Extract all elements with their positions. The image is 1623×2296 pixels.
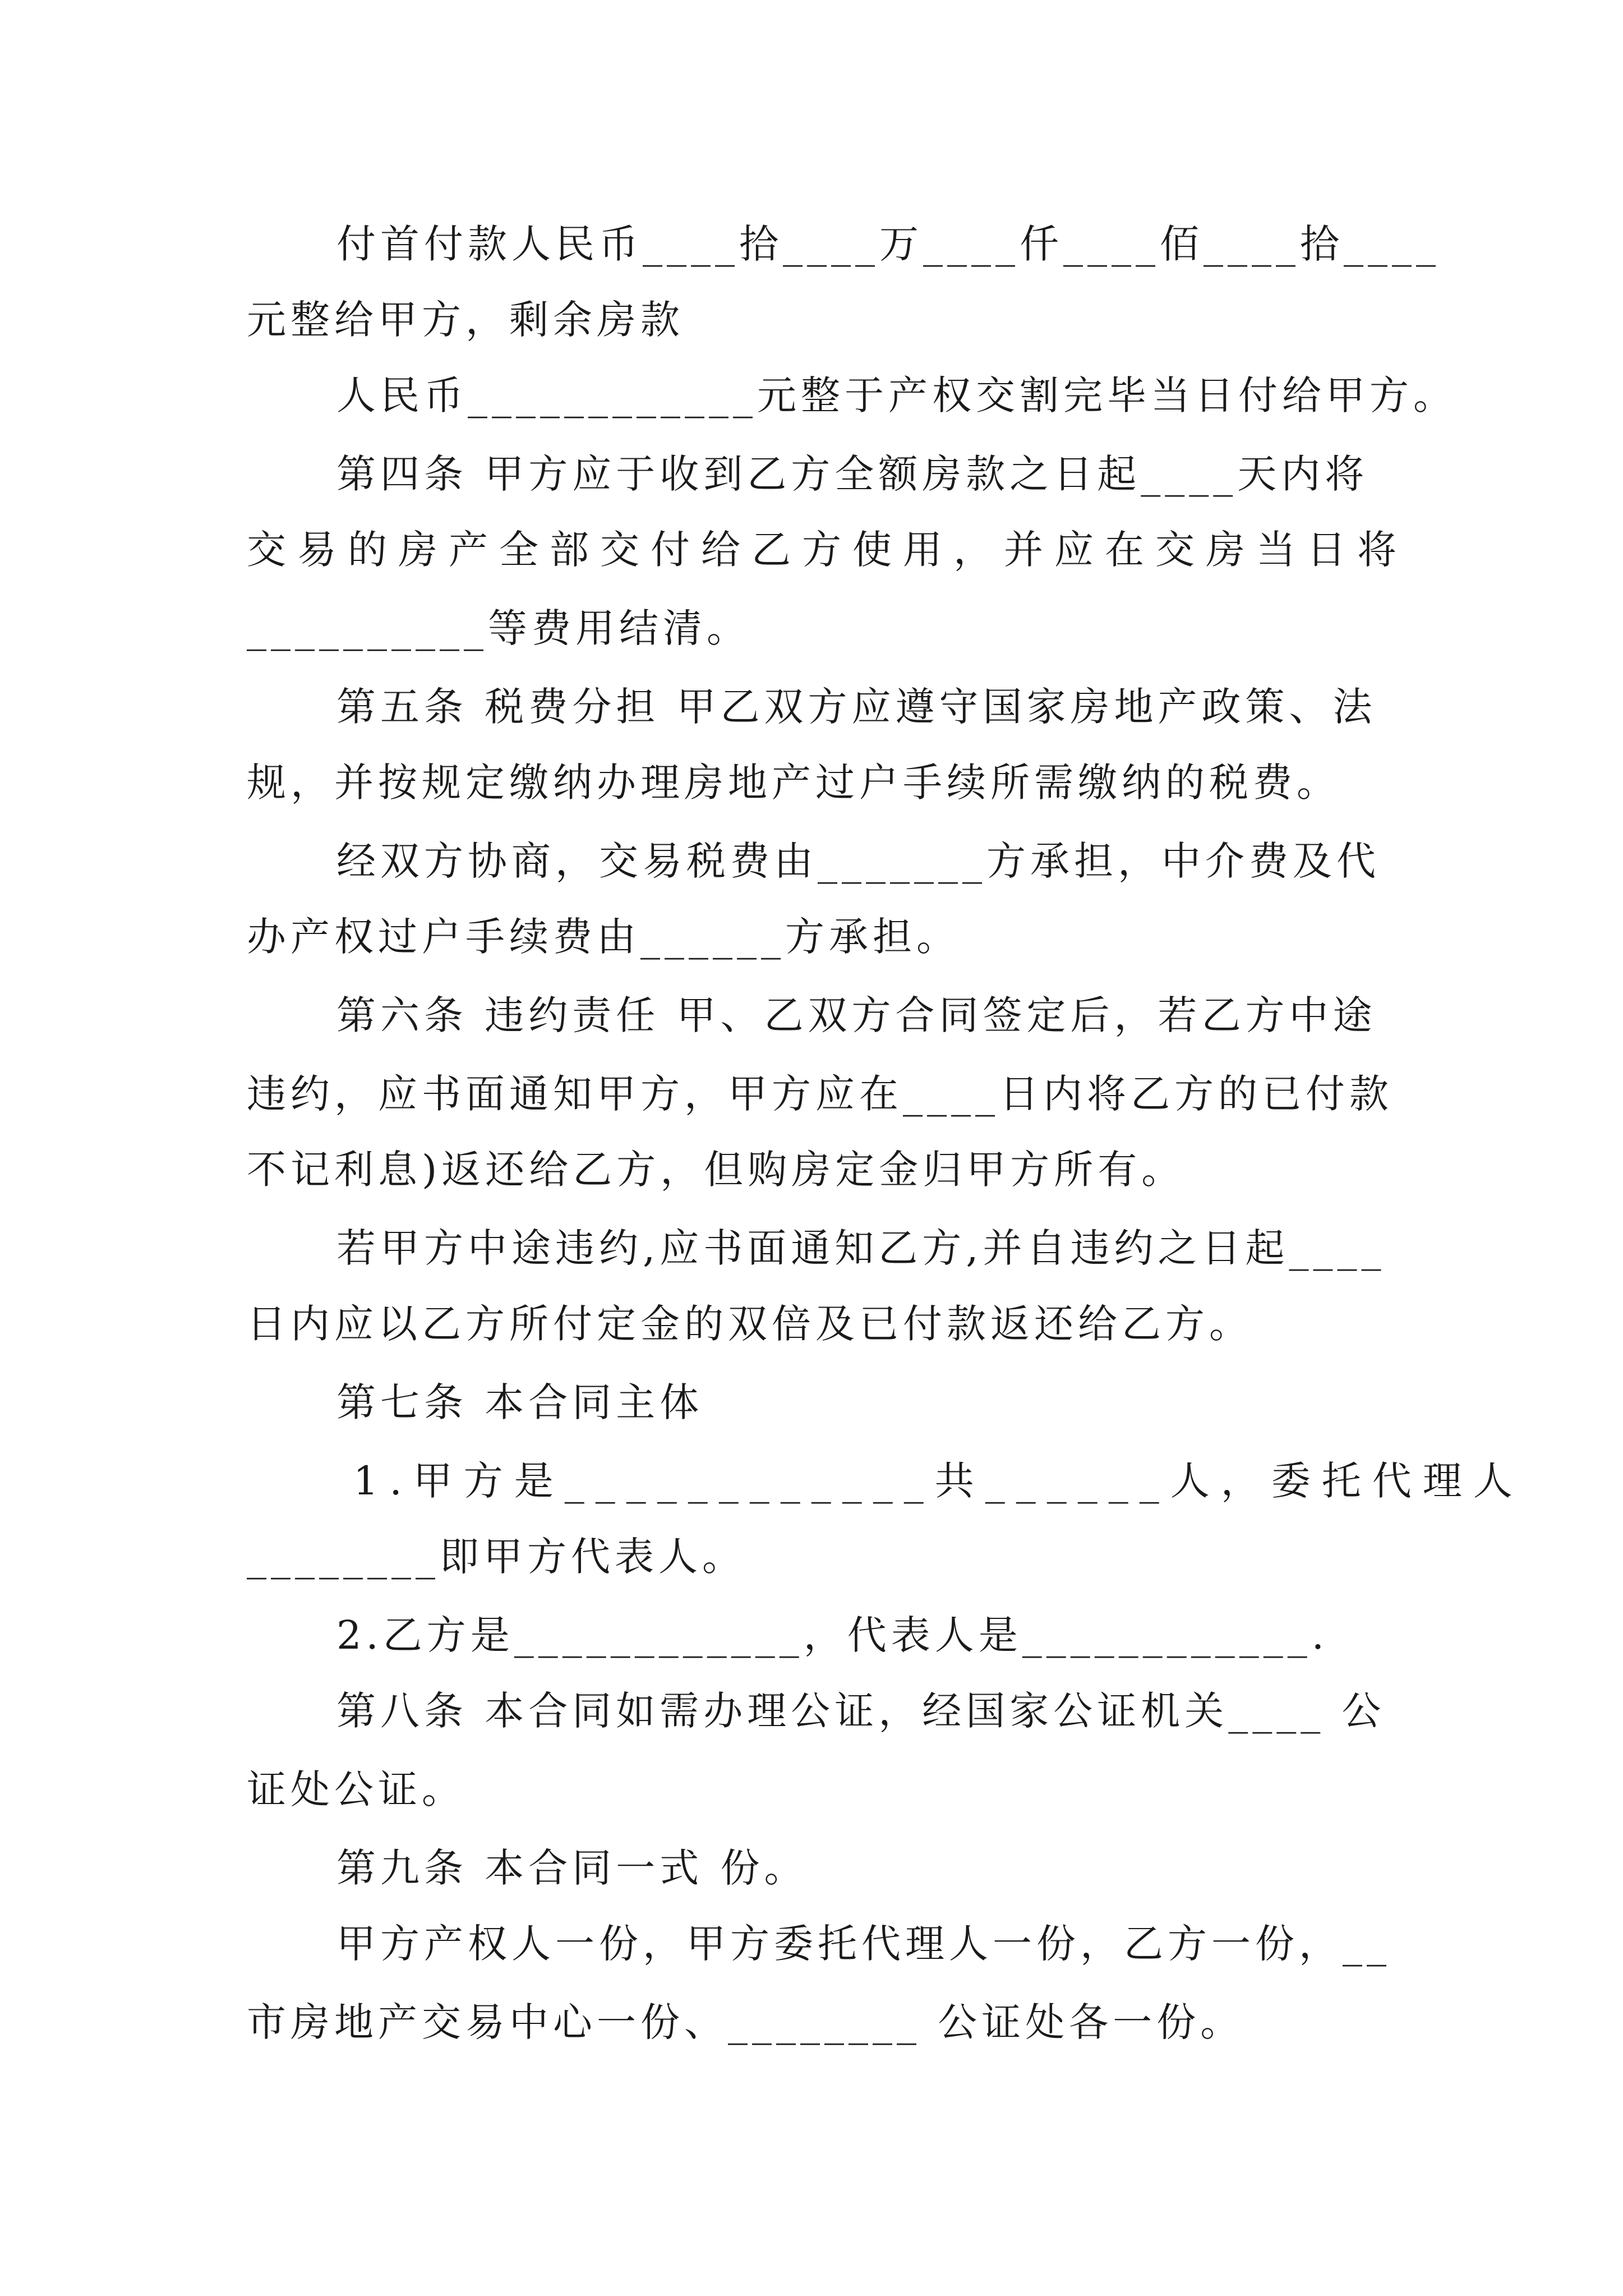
line-article-7-party-a-rep: ________即甲方代表人。	[247, 1534, 746, 1580]
line-article-5-b: 规，并按规定缴纳办理房地产过户手续所需缴纳的税费。	[247, 760, 1340, 806]
line-article-5-d: 办产权过户手续费由______方承担。	[247, 914, 960, 960]
line-article-4-a: 第四条 甲方应于收到乙方全额房款之日起____天内将	[336, 451, 1369, 497]
line-article-9: 第九条 本合同一式 份。	[336, 1845, 808, 1891]
line-remaining-payment: 元整给甲方，剩余房款	[247, 297, 684, 343]
line-article-5-c: 经双方协商，交易税费由_______方承担，中介费及代	[336, 838, 1380, 884]
line-copies-b: 市房地产交易中心一份、________ 公证处各一份。	[247, 1999, 1244, 2045]
line-down-payment: 付首付款人民币____拾____万____仟____佰____拾____	[336, 221, 1440, 267]
line-article-6-b: 违约，应书面通知甲方，甲方应在____日内将乙方的已付款	[247, 1071, 1393, 1117]
line-article-5-a: 第五条 税费分担 甲乙双方应遵守国家房地产政策、法	[336, 684, 1377, 730]
line-article-7-party-b: 2.乙方是____________，代表人是____________.	[336, 1612, 1329, 1658]
line-article-6-d: 若甲方中途违约,应书面通知乙方,并自违约之日起____	[336, 1225, 1386, 1271]
line-article-4-c: __________等费用结清。	[247, 605, 750, 651]
line-article-8-b: 证处公证。	[247, 1766, 465, 1812]
line-article-6-e: 日内应以乙方所付定金的双倍及已付款返还给乙方。	[247, 1301, 1253, 1347]
line-article-4-b: 交易的房产全部交付给乙方使用，并应在交房当日将	[247, 527, 1408, 573]
line-article-8-a: 第八条 本合同如需办理公证，经国家公证机关____ 公	[336, 1688, 1386, 1734]
line-copies-a: 甲方产权人一份，甲方委托代理人一份，乙方一份，__	[336, 1921, 1391, 1967]
line-article-7-party-a: 1.甲方是____________共______人，委托代理人	[353, 1458, 1524, 1504]
line-article-7-title: 第七条 本合同主体	[336, 1379, 704, 1425]
line-article-6-c: 不记利息)返还给乙方，但购房定金归甲方所有。	[247, 1147, 1186, 1193]
line-rmb-balance: 人民币____________元整于产权交割完毕当日付给甲方。	[336, 372, 1457, 418]
line-article-6-a: 第六条 违约责任 甲、乙双方合同签定后，若乙方中途	[336, 992, 1377, 1038]
